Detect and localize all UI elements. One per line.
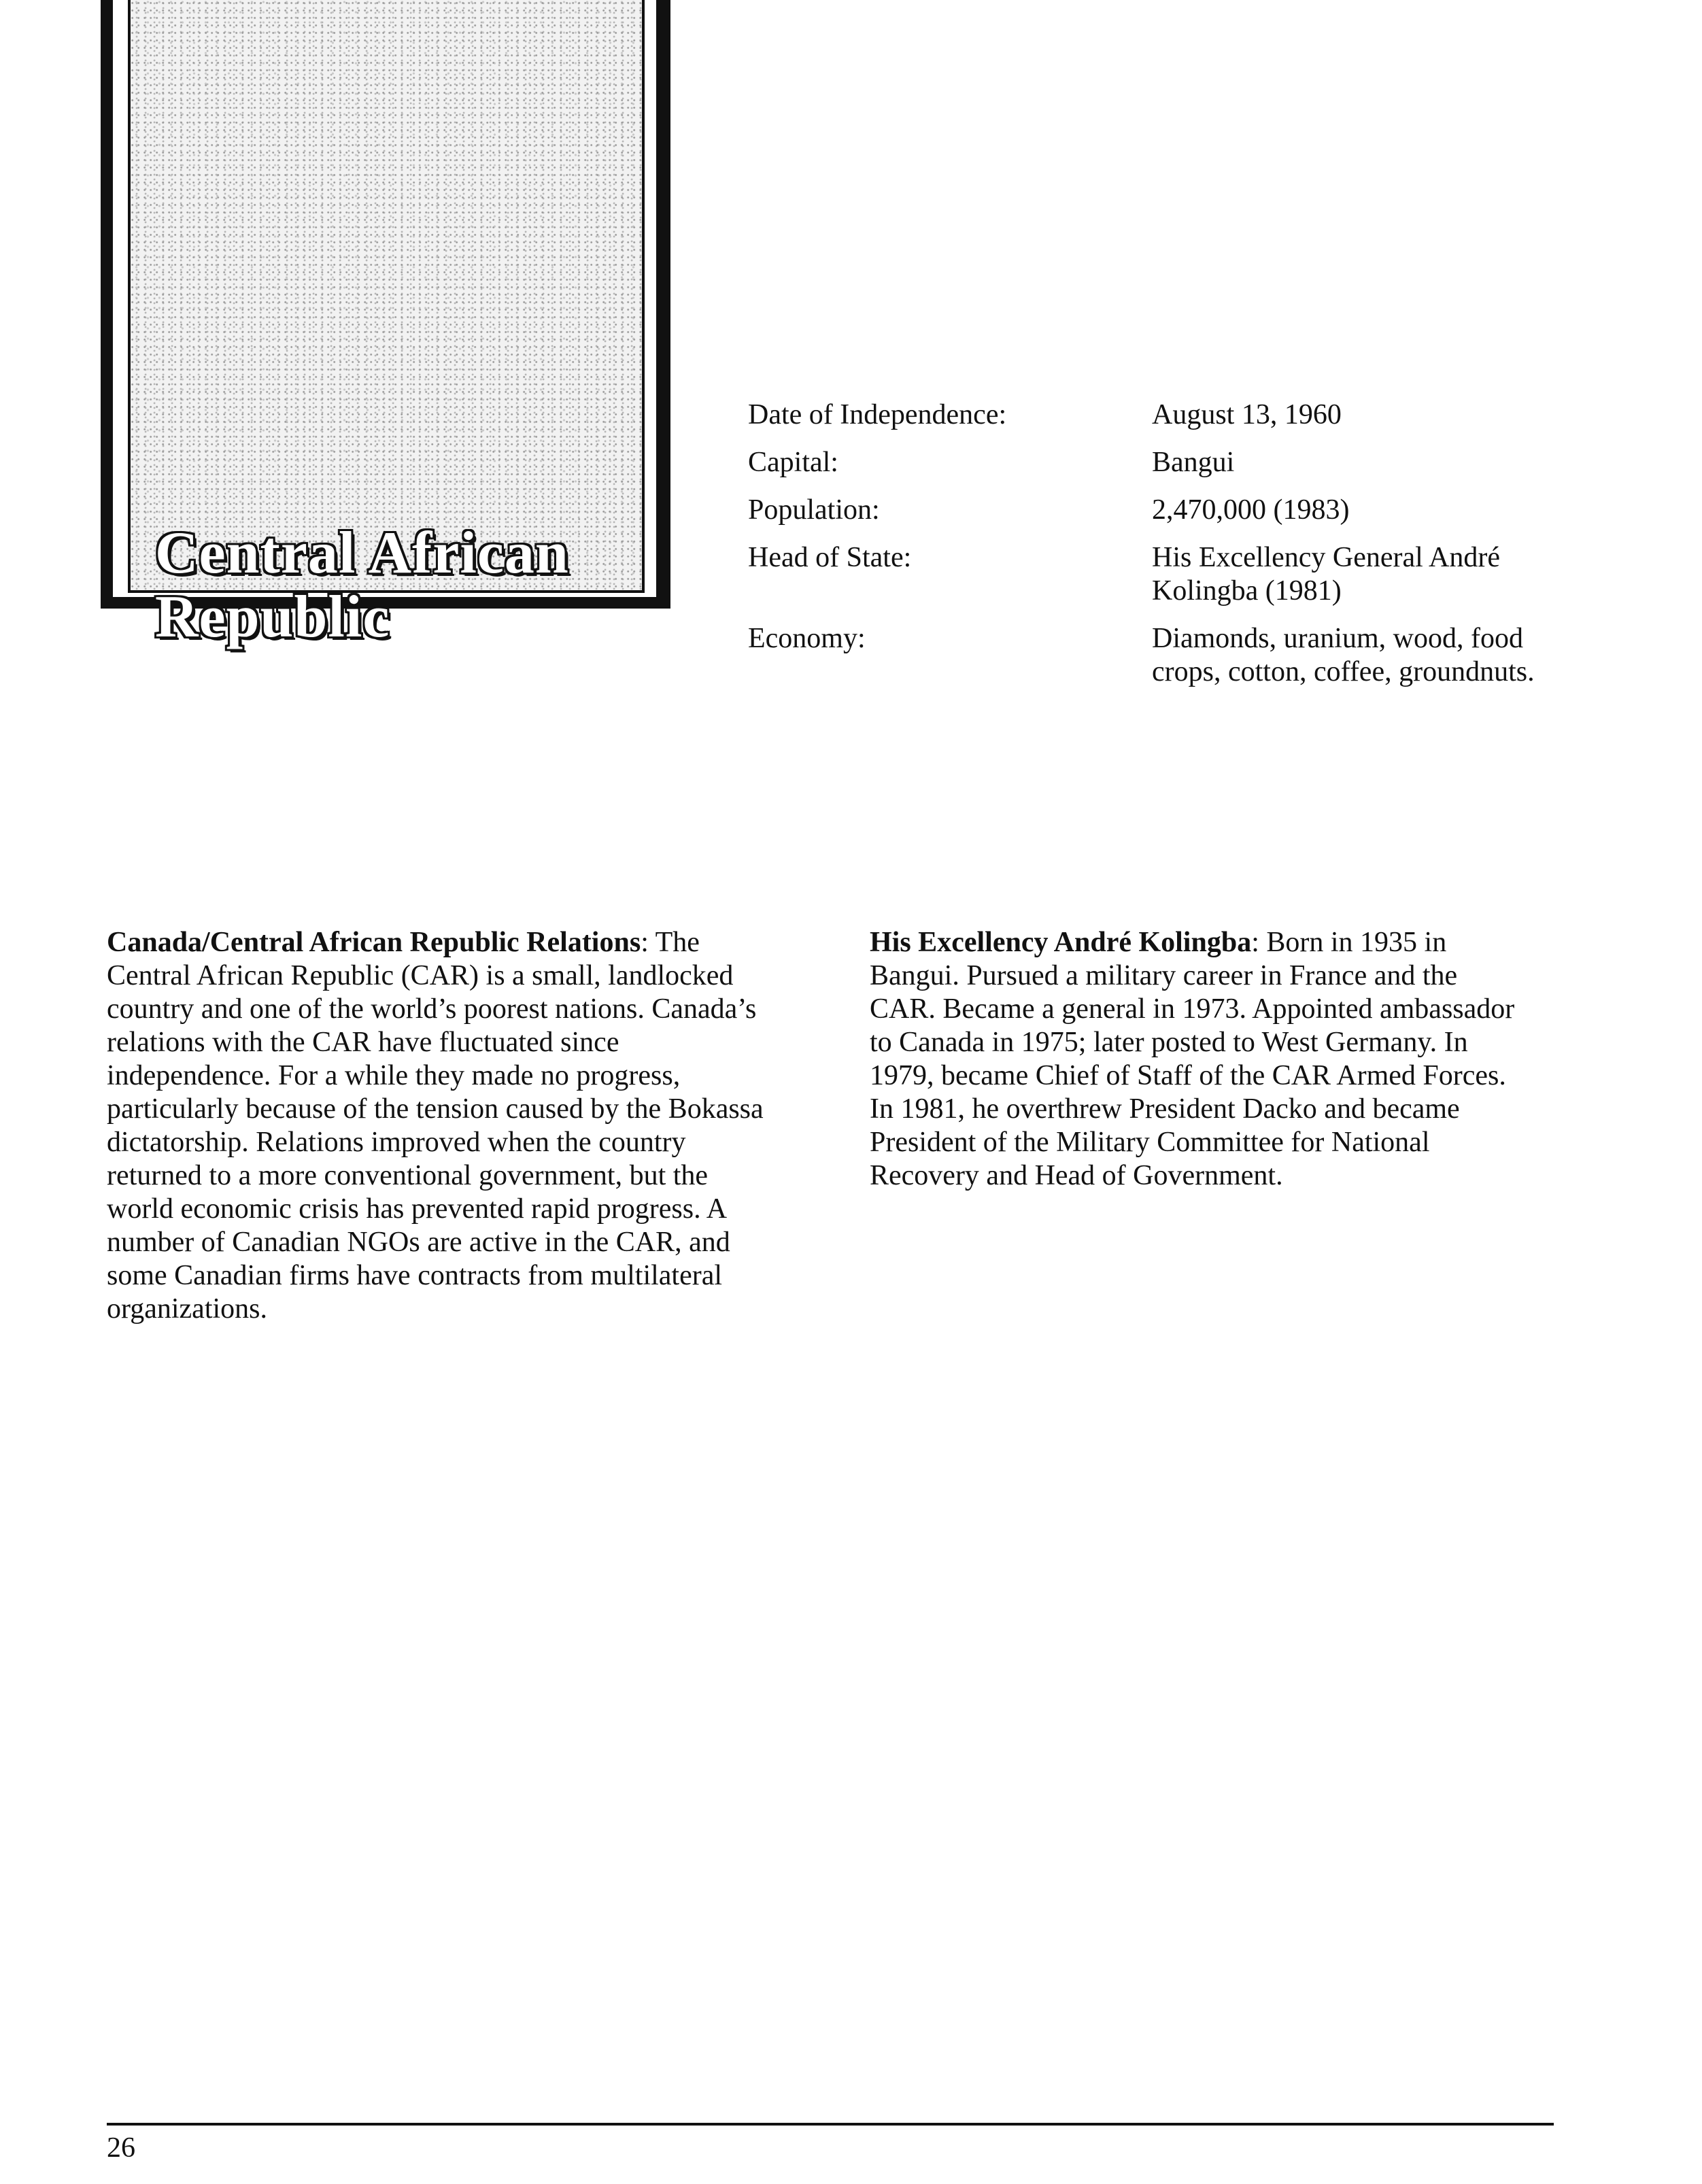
page-number: 26 bbox=[107, 2132, 135, 2164]
fact-row-population bbox=[748, 494, 1537, 527]
title-block-right-bar bbox=[656, 0, 670, 609]
fact-row-economy bbox=[748, 622, 1537, 689]
country-title bbox=[155, 520, 569, 650]
fact-value: August 13, 1960 bbox=[1152, 399, 1342, 430]
country-facts-table bbox=[748, 398, 1537, 703]
fact-value: Bangui bbox=[1152, 447, 1235, 478]
relations-text: : The Central African Republic (CAR) is a small, landlocked country and one of the world’s poorest nations. Canada’s relations with the CAR have fluctuated since independence. For a while they made no progress, particularly because of the tension caused by the Bokassa dictatorship. Relations improved when the country returned to a more conventional government, but the world economic crisis has prevented rapid progress. A number of Canadian NGOs are active in the CAR, and some Canadian firms have contracts from multilateral organizations. bbox=[107, 927, 764, 1325]
fact-value: Diamonds, uranium, wood, food crops, cotton, coffee, groundnuts. bbox=[1152, 623, 1535, 687]
relations-heading: Canada/Central African Republic Relations bbox=[107, 927, 641, 958]
fact-label: Capital: bbox=[748, 447, 838, 478]
fact-row-head-of-state bbox=[748, 541, 1537, 608]
fact-label: Head of State: bbox=[748, 542, 912, 573]
biography-heading: His Excellency André Kolingba bbox=[870, 927, 1252, 958]
title-block bbox=[101, 0, 672, 650]
fact-label: Date of Independence: bbox=[748, 399, 1007, 430]
stippled-title-panel bbox=[128, 0, 645, 593]
title-block-left-bar bbox=[101, 0, 113, 609]
biography-paragraph bbox=[870, 926, 1516, 1193]
fact-row-independence bbox=[748, 398, 1537, 432]
fact-label: Economy: bbox=[748, 623, 866, 654]
fact-row-capital bbox=[748, 446, 1537, 479]
country-title-line-2: Republic bbox=[155, 584, 390, 650]
relations-paragraph bbox=[107, 926, 780, 1326]
fact-value: His Excellency General André Kolingba (1981) bbox=[1152, 542, 1500, 607]
country-title-line-1: Central African bbox=[155, 520, 569, 586]
fact-value: 2,470,000 (1983) bbox=[1152, 494, 1350, 526]
biography-text: : Born in 1935 in Bangui. Pursued a military career in France and the CAR. Became a general in 1973. Appointed ambassador to Canada in 1975; later posted to West Germany. In 1979, became Chief of Staff of the CAR Armed Forces. In 1981, he overthrew President Dacko and became President of the Military Committee for National Recovery and Head of Government. bbox=[870, 927, 1515, 1191]
footer-rule bbox=[107, 2123, 1554, 2126]
fact-label: Population: bbox=[748, 494, 880, 526]
